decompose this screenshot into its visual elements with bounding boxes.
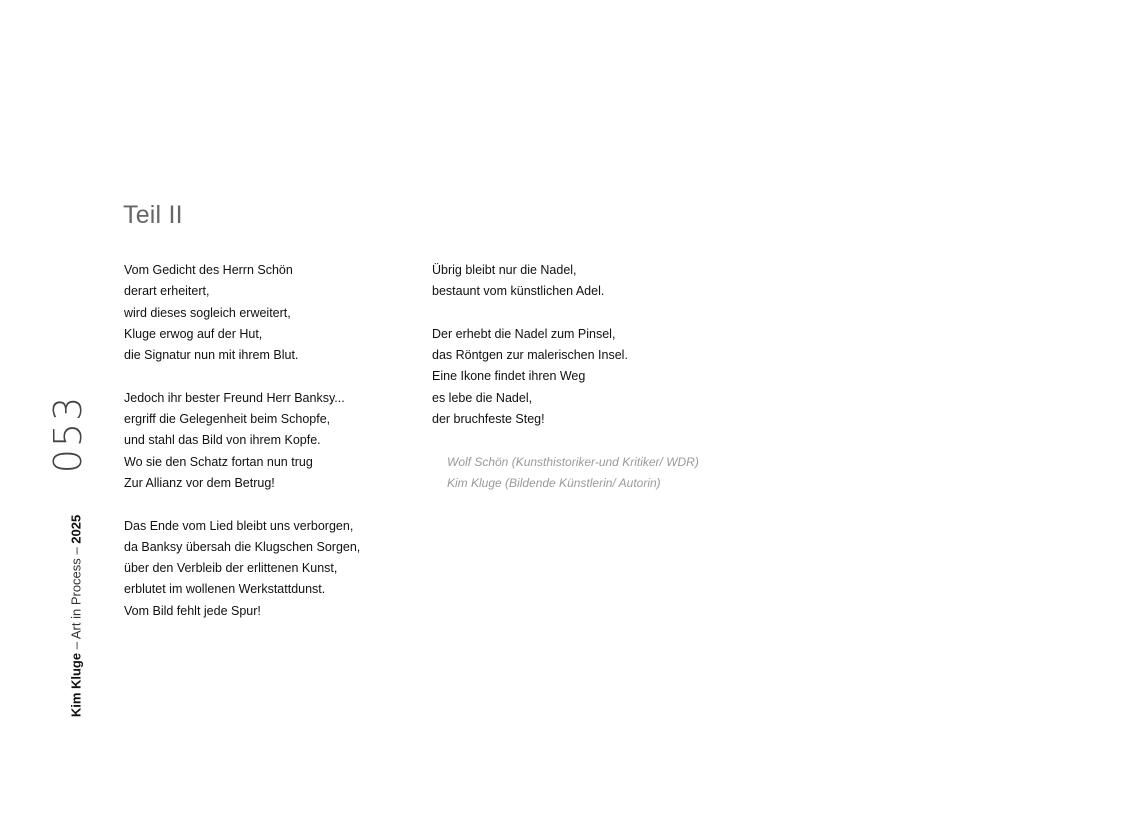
page-title: Teil II bbox=[123, 201, 183, 229]
spine-text bbox=[69, 515, 84, 717]
poem-line: Zur Allianz vor dem Betrug! bbox=[124, 475, 275, 490]
spine-series: Art in Process bbox=[68, 558, 84, 640]
poem-line: Das Ende vom Lied bleibt uns verborgen, bbox=[124, 518, 354, 533]
spine-separator: – bbox=[68, 639, 84, 653]
poem-line: da Banksy übersah die Klugschen Sorgen, bbox=[124, 539, 361, 554]
page-number bbox=[46, 394, 90, 474]
credit-line: Wolf Schön (Kunsthistoriker-und Kritiker/ WDR) bbox=[447, 455, 699, 469]
poem-line: Wo sie den Schatz fortan nun trug bbox=[124, 454, 313, 469]
poem-left-column bbox=[124, 260, 414, 622]
spine-year: 2025 bbox=[68, 514, 84, 544]
poem-stanza bbox=[432, 324, 732, 430]
poem-stanza bbox=[124, 388, 414, 494]
spine-author: Kim Kluge bbox=[68, 652, 84, 718]
poem-line: bestaunt vom künstlichen Adel. bbox=[432, 284, 605, 299]
spine-separator: – bbox=[68, 543, 84, 559]
spine-label bbox=[63, 498, 89, 734]
poem-stanza bbox=[432, 260, 732, 303]
poem-line: Der erhebt die Nadel zum Pinsel, bbox=[432, 326, 616, 341]
poem-line: Übrig bleibt nur die Nadel, bbox=[432, 263, 577, 277]
poem-line: und stahl das Bild von ihrem Kopfe. bbox=[124, 433, 321, 448]
poem-line: über den Verbleib der erlittenen Kunst, bbox=[124, 561, 338, 576]
poem-line: die Signatur nun mit ihrem Blut. bbox=[124, 348, 299, 363]
poem-line: Vom Bild fehlt jede Spur! bbox=[124, 603, 261, 618]
page-number-text: 053 bbox=[46, 394, 90, 474]
poem-line: das Röntgen zur malerischen Insel. bbox=[432, 348, 628, 363]
poem-line: der bruchfeste Steg! bbox=[432, 412, 545, 427]
poem-stanza bbox=[124, 260, 414, 366]
poem-line: Vom Gedicht des Herrn Schön bbox=[124, 263, 293, 277]
poem-line: derart erheitert, bbox=[124, 284, 210, 299]
credit-line: Kim Kluge (Bildende Künstlerin/ Autorin) bbox=[447, 476, 661, 491]
poem-stanza bbox=[124, 516, 414, 622]
poem-line: erblutet im wollenen Werkstattdunst. bbox=[124, 582, 326, 597]
poem-right-column bbox=[432, 260, 732, 430]
poem-line: Jedoch ihr bester Freund Herr Banksy... bbox=[124, 390, 345, 405]
poem-line: Kluge erwog auf der Hut, bbox=[124, 326, 263, 341]
poem-line: ergriff die Gelegenheit beim Schopfe, bbox=[124, 412, 331, 427]
credits bbox=[447, 452, 699, 495]
poem-line: wird dieses sogleich erweitert, bbox=[124, 305, 291, 320]
poem-line: es lebe die Nadel, bbox=[432, 390, 533, 405]
poem-line: Eine Ikone findet ihren Weg bbox=[432, 369, 586, 384]
